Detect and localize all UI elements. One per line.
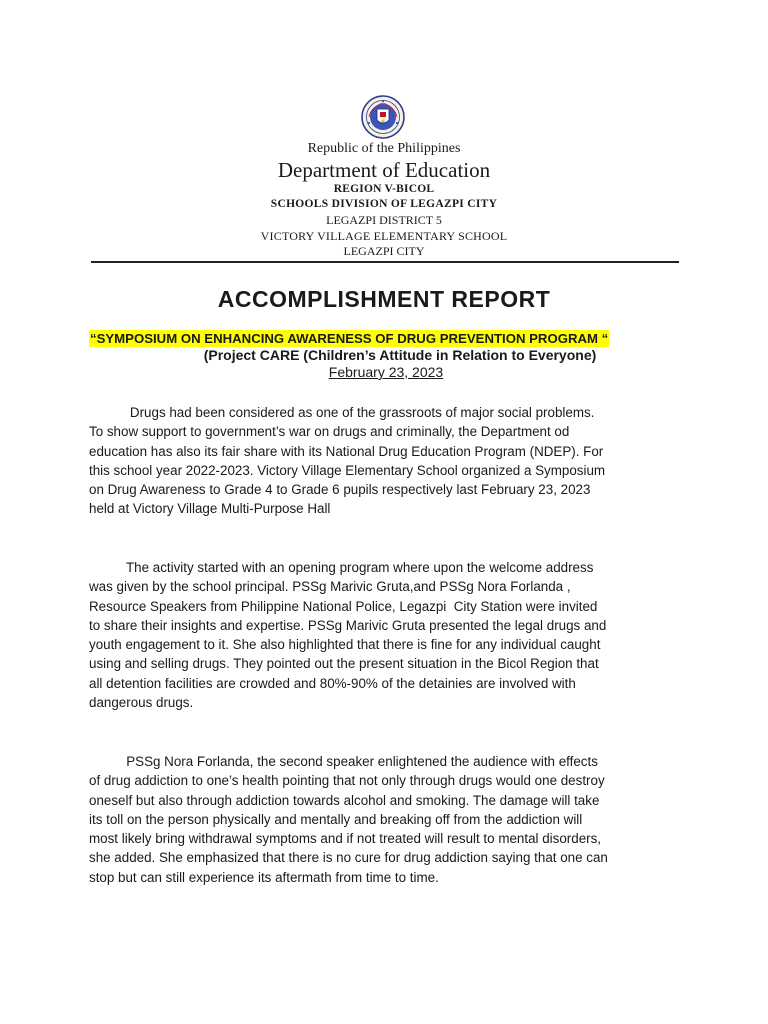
paragraph-line: stop but can still experience its aftermath from time to time. <box>89 869 439 885</box>
paragraph-intro <box>89 403 684 519</box>
paragraph-line: dangerous drugs. <box>89 695 194 711</box>
project-subtitle: (Project CARE (Children’s Attitude in Relation to Everyone) <box>203 347 597 363</box>
report-date: February 23, 2023 <box>328 364 444 380</box>
paragraph-line: To show support to government’s war on drugs and criminally, the Department od <box>89 424 570 440</box>
paragraph-line: The activity started with an opening program where upon the welcome address <box>89 560 594 575</box>
paragraph-line: Drugs had been considered as one of the grassroots of major social problems. <box>89 405 595 420</box>
district-line: LEGAZPI DISTRICT 5 <box>326 213 442 227</box>
paragraph-line: youth engagement to it. She also highlighted that there is fine for any individual caught <box>89 637 601 653</box>
republic-line: Republic of the Philippines <box>307 141 461 156</box>
header-divider <box>91 261 679 263</box>
paragraph-line: held at Victory Village Multi-Purpose Hall <box>89 501 331 517</box>
region-line: REGION V-BICOL <box>333 183 435 195</box>
symposium-title: “SYMPOSIUM ON ENHANCING AWARENESS OF DRUG PREVENTION PROGRAM “ <box>90 331 609 346</box>
deped-seal-icon <box>361 95 405 139</box>
paragraph-line: she added. She emphasized that there is no cure for drug addiction saying that one can <box>89 850 608 866</box>
paragraph-activity <box>89 558 684 712</box>
paragraph-second-speaker <box>89 752 684 887</box>
paragraph-line: this school year 2022-2023. Victory Village Elementary School organized a Symposium <box>89 462 606 478</box>
city-line: LEGAZPI CITY <box>343 244 425 258</box>
paragraph-line: its toll on the person physically and mentally and breaking off from the addiction will <box>89 811 583 827</box>
paragraph-line: oneself but also through addiction towards alcohol and smoking. The damage will take <box>89 792 600 808</box>
paragraph-line: most likely bring withdrawal symptoms and if not treated will result to mental disorders, <box>89 831 602 847</box>
paragraph-line: to share their insights and expertise. PSSg Marivic Gruta presented the legal drugs and <box>89 617 607 633</box>
paragraph-line: was given by the school principal. PSSg Marivic Gruta,and PSSg Nora Forlanda , <box>89 579 571 595</box>
paragraph-line: PSSg Nora Forlanda, the second speaker enlightened the audience with effects <box>89 754 598 769</box>
school-line: VICTORY VILLAGE ELEMENTARY SCHOOL <box>260 229 508 243</box>
paragraph-line: on Drug Awareness to Grade 4 to Grade 6 pupils respectively last February 23, 2023 <box>89 482 591 498</box>
paragraph-line: of drug addiction to one’s health pointing that not only through drugs would one destroy <box>89 773 605 789</box>
paragraph-line: education has also its fair share with its National Drug Education Program (NDEP). For <box>89 443 604 459</box>
division-line: SCHOOLS DIVISION OF LEGAZPI CITY <box>270 198 498 210</box>
report-title: ACCOMPLISHMENT REPORT <box>217 286 551 312</box>
paragraph-line: all detention facilities are crowded and 80%-90% of the detainies are involved with <box>89 675 576 691</box>
paragraph-line: Resource Speakers from Philippine National Police, Legazpi City Station were invited <box>89 598 598 614</box>
paragraph-line: using and selling drugs. They pointed out the present situation in the Bicol Region that <box>89 656 599 672</box>
department-title: Department of Education <box>277 158 491 182</box>
